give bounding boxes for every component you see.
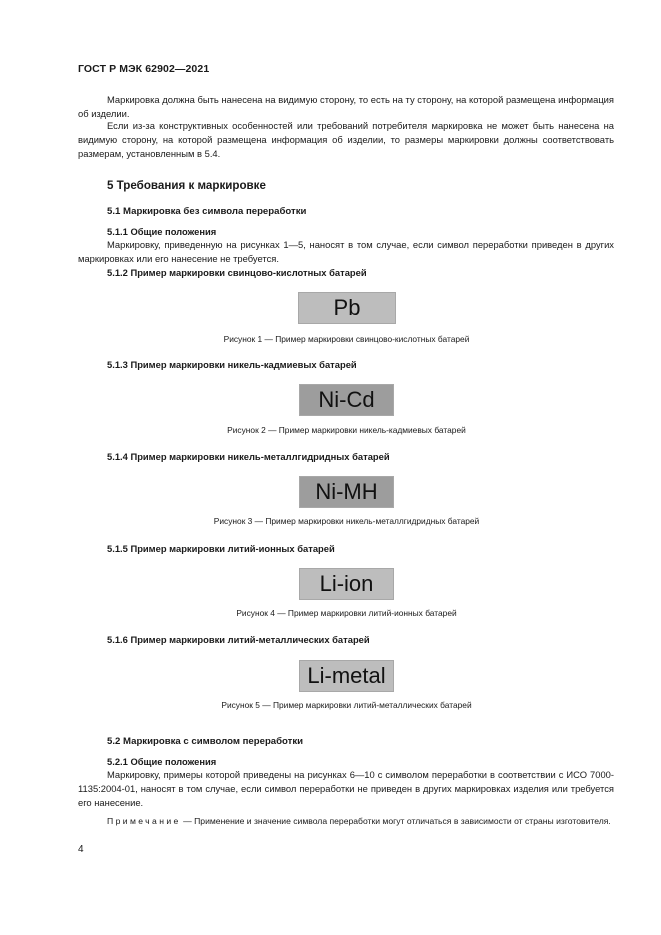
ni-mh-marking-box: Ni-MH xyxy=(299,476,394,508)
note-paragraph xyxy=(78,815,614,828)
figure-5-heading: 5.1.6 Пример маркировки литий-металлических батарей xyxy=(107,634,370,645)
figure-1-caption: Рисунок 1 — Пример маркировки свинцово-кислотных батарей xyxy=(223,334,470,344)
figure-2-caption: Рисунок 2 — Пример маркировки никель-кадмиевых батарей xyxy=(227,425,466,435)
section-5-1-1-text: Маркировку, приведенную на рисунках 1—5, наносят в том случае, если символ переработки приведен в других маркировках или его нанесение не требуется. xyxy=(78,239,614,264)
note-text: — Применение и значение символа переработки могут отличаться в зависимости от страны изготовителя. xyxy=(180,816,611,826)
li-metal-marking-box: Li-metal xyxy=(299,660,394,692)
intro-paragraph-2: Если из-за конструктивных особенностей или требований потребителя маркировка не может быть нанесена на видимую сторону, на которой размещена информация об изделии, то размеры маркировки должны соответствовать размерам, установленным в 5.4. xyxy=(78,120,614,159)
figure-4-heading: 5.1.5 Пример маркировки литий-ионных батарей xyxy=(107,543,335,554)
section-5-1-title: 5.1 Маркировка без символа переработки xyxy=(107,206,307,217)
figure-4-caption: Рисунок 4 — Пример маркировки литий-ионных батарей xyxy=(236,608,457,618)
section-5-1-1-title: 5.1.1 Общие положения xyxy=(107,226,217,237)
ni-cd-marking-box: Ni-Cd xyxy=(299,384,394,416)
section-5-2-1-text: Маркировку, примеры которой приведены на рисунках 6—10 с символом переработки в соответствии с ИСО 7000-1135:2004-01, наносят в том случае, если символ переработки не приведен в других маркировках изделия или требуется его нанесение. xyxy=(78,769,614,808)
figure-3-heading: 5.1.4 Пример маркировки никель-металлгидридных батарей xyxy=(107,451,390,462)
section-5-2-title: 5.2 Маркировка с символом переработки xyxy=(107,736,304,747)
figure-5-caption: Рисунок 5 — Пример маркировки литий-металлических батарей xyxy=(221,700,472,710)
intro-paragraph-1: Маркировка должна быть нанесена на видимую сторону, то есть на ту сторону, на которой размещена информация об изделии. xyxy=(78,94,614,119)
section-5-2-1-title: 5.2.1 Общие положения xyxy=(107,756,217,767)
li-ion-marking-box: Li-ion xyxy=(299,568,394,600)
document-header: ГОСТ Р МЭК 62902—2021 xyxy=(78,63,210,75)
figure-3-caption: Рисунок 3 — Пример маркировки никель-металлгидридных батарей xyxy=(213,516,480,526)
pb-marking-box: Pb xyxy=(298,292,396,324)
note-label: Примечание xyxy=(107,816,181,826)
page-number: 4 xyxy=(78,844,84,855)
figure-2-heading: 5.1.3 Пример маркировки никель-кадмиевых батарей xyxy=(107,359,357,370)
section-5-title: 5 Требования к маркировке xyxy=(107,179,266,192)
figure-1-heading: 5.1.2 Пример маркировки свинцово-кислотных батарей xyxy=(107,267,367,278)
